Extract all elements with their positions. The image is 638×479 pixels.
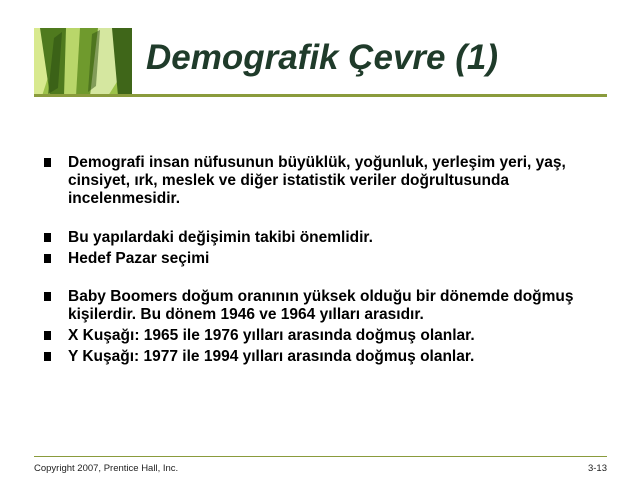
bullet-item: [44, 327, 610, 345]
bullet-text: Bu yapılardaki değişimin takibi önemlidir.: [68, 229, 373, 246]
slide-logo: [34, 28, 132, 96]
footer-divider: [34, 456, 607, 457]
square-bullet-icon: [44, 254, 51, 263]
square-bullet-icon: [44, 158, 51, 167]
slide-title: Demografik Çevre (1): [145, 38, 499, 77]
bullet-text: Y Kuşağı: 1977 ile 1994 yılları arasında doğmuş olanlar.: [68, 348, 475, 365]
bullet-item: [44, 250, 610, 268]
footer-copyright: Copyright 2007, Prentice Hall, Inc.: [34, 463, 179, 474]
leaf-pattern-logo-icon: [34, 28, 132, 96]
square-bullet-icon: [44, 292, 51, 301]
bullet-text: Demografi insan nüfusunun büyüklük, yoğunluk, yerleşim yeri, yaş, cinsiyet, ırk, meslek ve diğer istatistik veriler doğrultusunda incelenmesidir.: [68, 154, 566, 207]
bullet-item: [44, 154, 610, 208]
square-bullet-icon: [44, 352, 51, 361]
bullet-item: [44, 348, 610, 366]
square-bullet-icon: [44, 233, 51, 242]
bullet-list: [44, 154, 610, 366]
title-divider: [34, 94, 607, 97]
bullet-item: [44, 229, 610, 247]
bullet-item: [44, 288, 610, 324]
bullet-text: Baby Boomers doğum oranının yüksek olduğu bir dönemde doğmuş kişilerdir. Bu dönem 1946 ve 1964 yılları arasıdır.: [68, 288, 574, 323]
bullet-text: X Kuşağı: 1965 ile 1976 yılları arasında doğmuş olanlar.: [68, 327, 475, 344]
square-bullet-icon: [44, 331, 51, 340]
page-number: 3-13: [587, 463, 607, 474]
bullet-text: Hedef Pazar seçimi: [68, 250, 210, 267]
